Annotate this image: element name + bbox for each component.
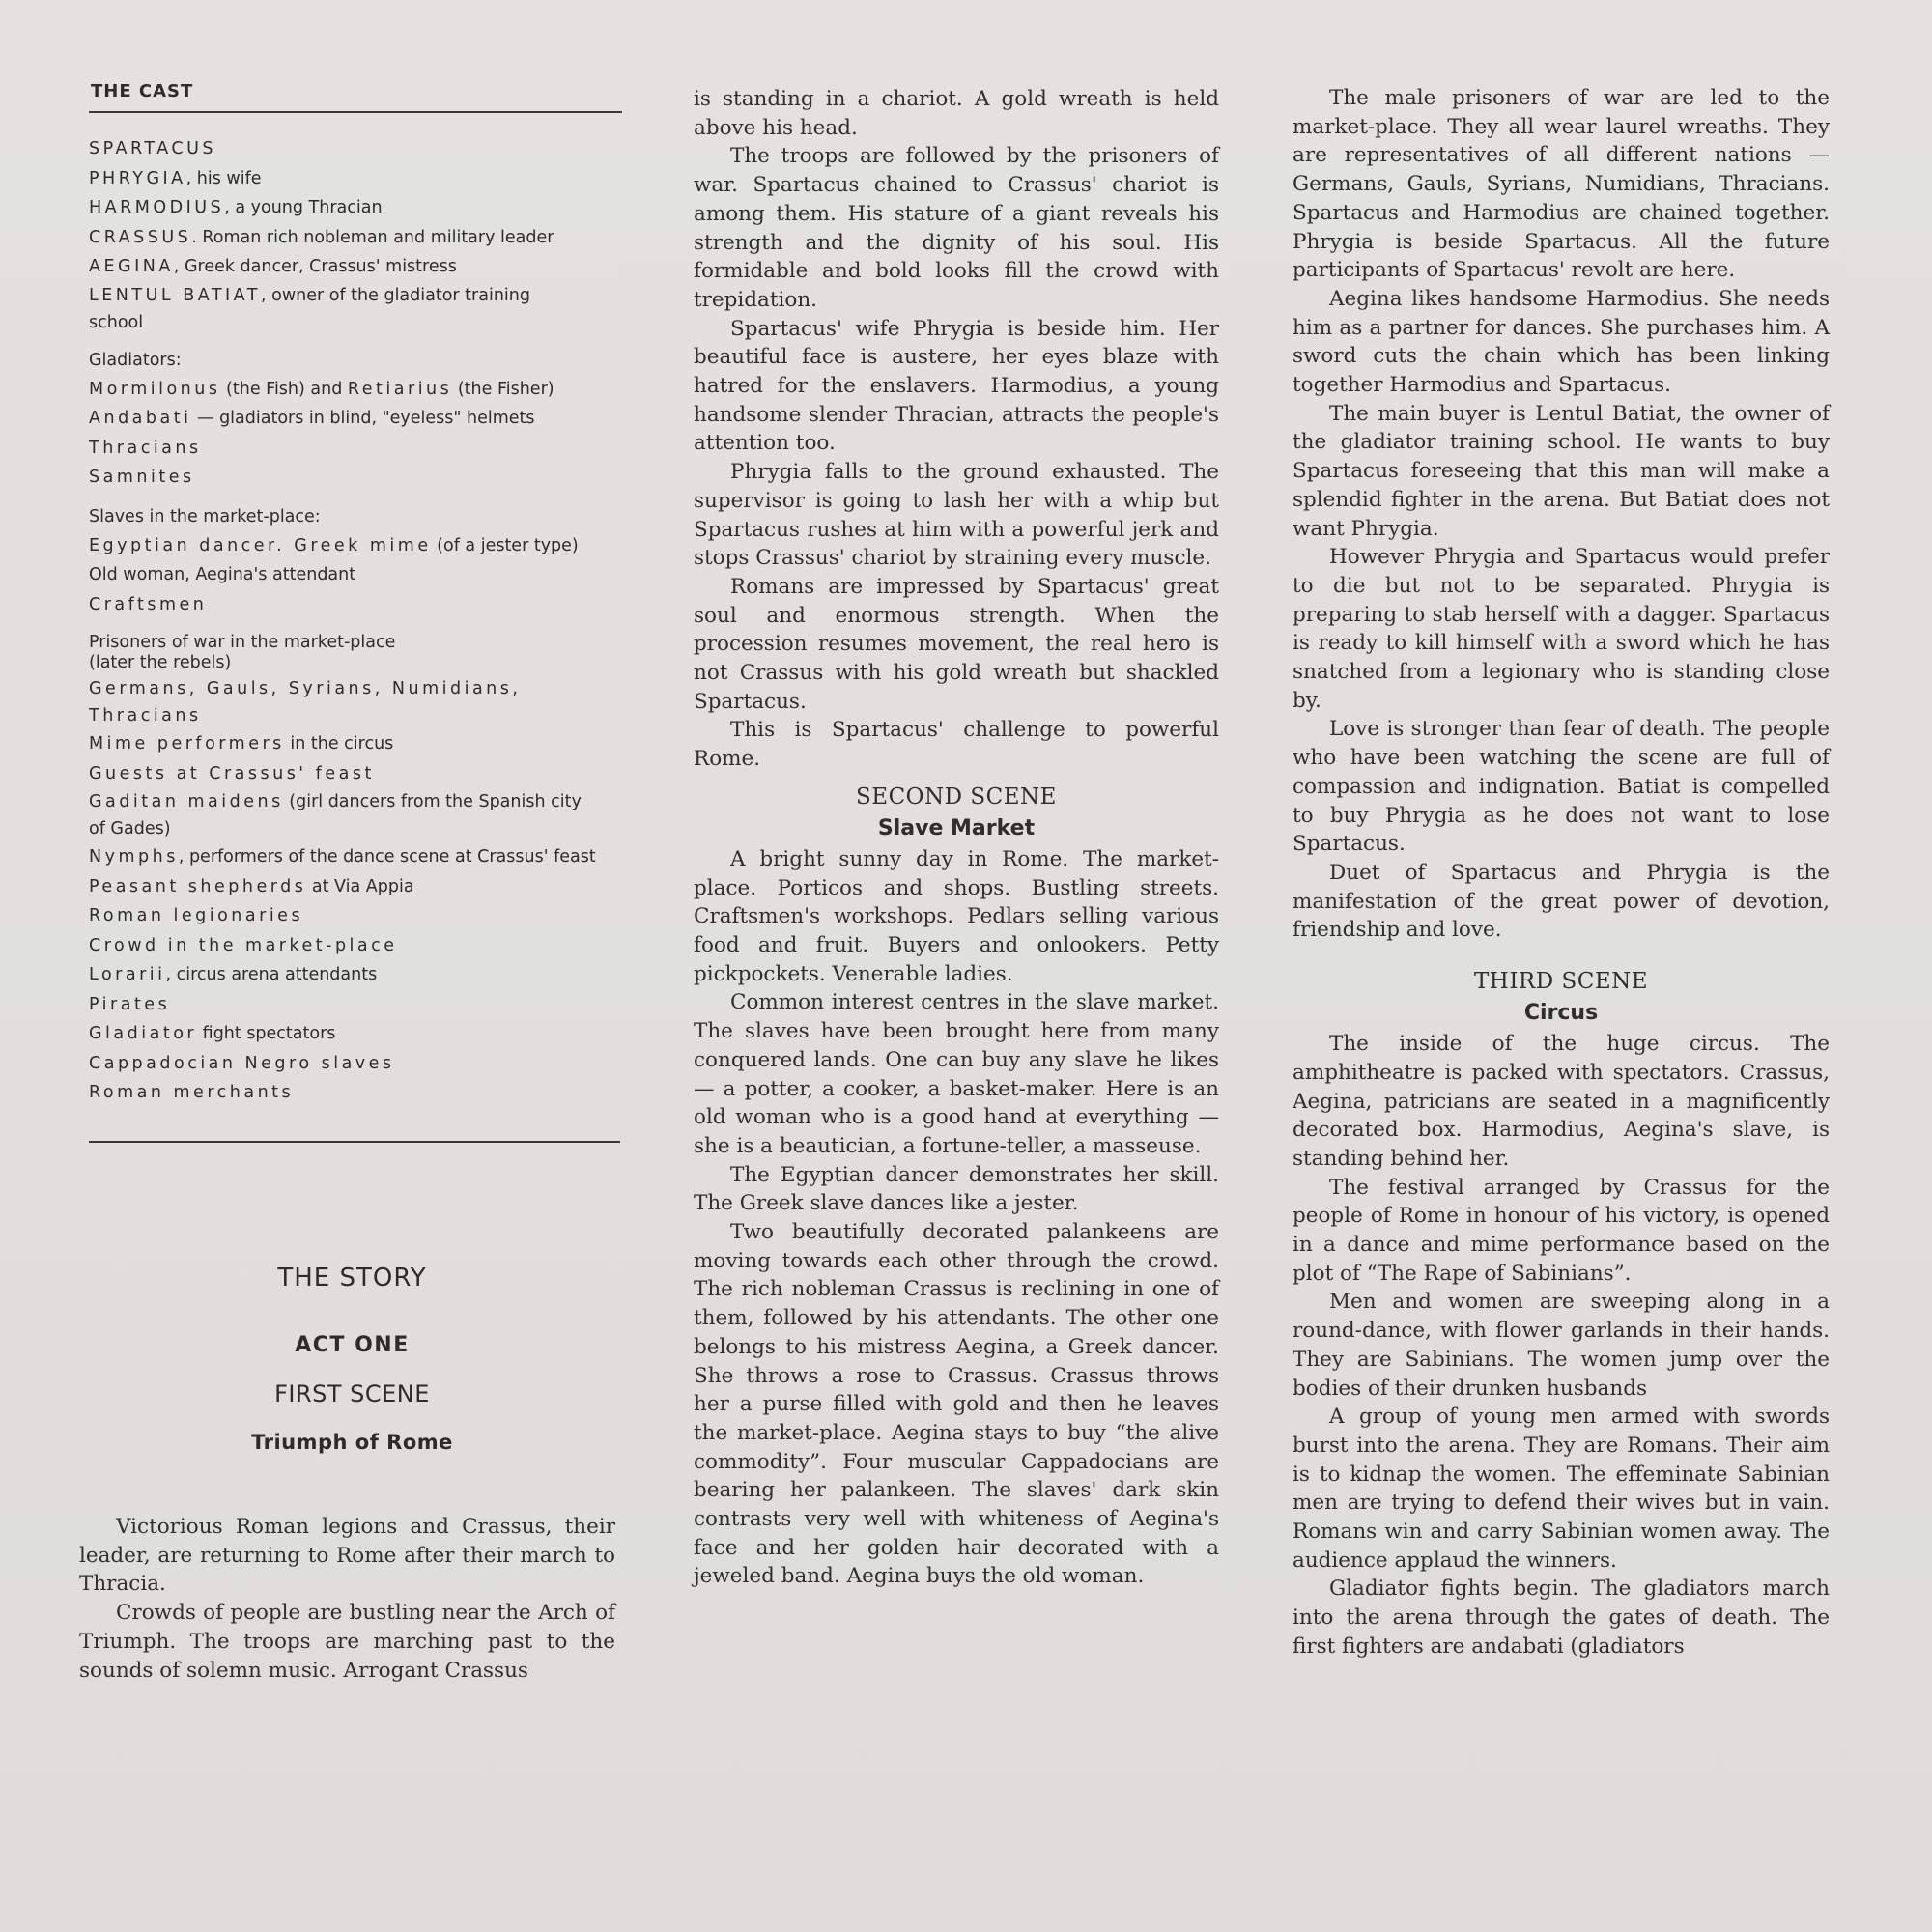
- paragraph: Two beautifully decorated palankeens are moving towards each other through the crowd. The rich nobleman Crassus is reclining in one of them, followed by his attendants. The other one belongs to his mistress Aegina, a Greek dancer. She throws a rose to Crassus. Crassus throws her a purse filled with gold and then he leaves the market-place. Aegina stays to buy “the alive commodity”. Four muscular Cappadocians are bearing her palankeen. The slaves' dark skin contrasts very well with whiteness of Aegina's face and her golden hair decorated with a jeweled band. Aegina buys the old woman.: [694, 1220, 1219, 1589]
- cast-entry: AEGINA, Greek dancer, Crassus' mistress: [89, 257, 457, 276]
- cast-bottom-rule: [89, 1141, 620, 1143]
- cast-entry: Andabati — gladiators in blind, "eyeless" helmets: [89, 409, 535, 428]
- cast-entry: CRASSUS. Roman rich nobleman and military leader: [89, 227, 554, 247]
- paragraph: The male prisoners of war are led to the market-place. They all wear laurel wreaths. They are representatives of all different nations — Germans, Gauls, Syrians, Numidians, Thracians. Spartacus and Harmodius are chained together. Phrygia is beside Spartacus. All the future participants of Spartacus' revolt are here.: [1293, 86, 1830, 283]
- cast-entry: Peasant shepherds at Via Appia: [89, 876, 414, 896]
- cast-entry: SPARTACUS: [89, 139, 217, 158]
- scene-title: THIRD SCENE: [1473, 969, 1649, 995]
- right-column: [1293, 84, 1830, 1662]
- paragraph: Gladiator fights begin. The gladiators march into the arena through the gates of death. The first fighters are andabati (gladiators: [1293, 1577, 1830, 1659]
- scene-subtitle: Circus: [1523, 1001, 1599, 1026]
- paragraph: is standing in a chariot. A gold wreath is held above his head.: [694, 87, 1219, 140]
- paragraph: Romans are impressed by Spartacus' great soul and enormous strength. When the procession resumes movement, the real hero is not Crassus with his gold wreath but shackled Spartacus.: [694, 574, 1219, 714]
- cast-entry: Gladiator fight spectators: [89, 1024, 336, 1043]
- slaves-heading: Slaves in the market-place:: [89, 506, 321, 526]
- cast-heading: THE CAST: [91, 81, 194, 101]
- cast-entry: Roman legionaries: [89, 906, 304, 925]
- cast-top-rule: [89, 111, 622, 113]
- principal-cast-list: [89, 134, 622, 336]
- scene-subtitle: Triumph of Rome: [251, 1431, 453, 1454]
- cast-entry: Pirates: [89, 994, 171, 1014]
- cast-entry: Nymphs, performers of the dance scene at Crassus' feast: [89, 847, 596, 867]
- paragraph: Aegina likes handsome Harmodius. She needs him as a partner for dances. She purchases him. A sword cuts the chain which has been linking together Harmodius and Spartacus.: [1293, 286, 1830, 398]
- paragraph: Love is stronger than fear of death. The people who have been watching the scene are full of compassion and indignation. Batiat is compelled to buy Phrygia as he does not want to lose Spartacus.: [1293, 717, 1830, 857]
- cast-entry: Mormilonus (the Fish) and Retiarius (the Fisher): [89, 379, 554, 399]
- paragraph: A bright sunny day in Rome. The market-place. Porticos and shops. Bustling streets. Craftsmen's workshops. Pedlars selling various food and fruit. Buyers and onlookers. Petty pickpockets. Venerable ladies.: [694, 846, 1219, 986]
- gladiators-heading: Gladiators:: [89, 350, 182, 370]
- scene-title: SECOND SCENE: [856, 783, 1057, 810]
- prisoners-heading: Prisoners of war in the market-place (later the rebels): [89, 633, 396, 672]
- paragraph: The Egyptian dancer demonstrates her skill. The Greek slave dances like a jester.: [694, 1162, 1219, 1216]
- cast-entry: Thracians: [89, 438, 202, 458]
- cast-entry: PHRYGIA, his wife: [89, 168, 262, 188]
- scene-title: FIRST SCENE: [274, 1380, 430, 1407]
- paragraph: Common interest centres in the slave market. The slaves have been brought here from many conquered lands. One can buy any slave he likes — a potter, a cooker, a basket-maker. Here is an old woman who is a good hand at everything — she is a beautician, a fortune-teller, a masseuse.: [694, 990, 1219, 1158]
- cast-entry: Samnites: [89, 468, 195, 487]
- scene-subtitle: Slave Market: [877, 815, 1036, 840]
- cast-entry: Craftsmen: [89, 594, 208, 614]
- cast-entry: Crowd in the market-place: [89, 935, 398, 955]
- cast-entry: Germans, Gauls, Syrians, Numidians, Thracians: [89, 679, 522, 725]
- paragraph: The inside of the huge circus. The amphitheatre is packed with spectators. Crassus, Aegina, patricians are seated in a magnificently decorated box. Harmodius, Aegina's slave, is standing behind her.: [1293, 1032, 1830, 1171]
- paragraph: The troops are followed by the prisoners of war. Spartacus chained to Crassus' chariot is among them. His stature of a giant reveals his strength and the dignity of his soul. His formidable and bold looks fill the crowd with trepidation.: [694, 144, 1219, 312]
- story-title: THE STORY: [277, 1264, 427, 1293]
- paragraph: Spartacus' wife Phrygia is beside him. Her beautiful face is austere, her eyes blaze with hatred for the enslavers. Harmodius, a young handsome slender Thracian, attracts the people's attention too.: [694, 316, 1219, 456]
- cast-entry: Egyptian dancer. Greek mime (of a jester type): [89, 535, 579, 555]
- cast-entry: Gaditan maidens (girl dancers from the Spanish city of Gades): [89, 792, 582, 838]
- cast-entry: LENTUL BATIAT, owner of the gladiator training school: [89, 285, 530, 332]
- cast-entry: HARMODIUS, a young Thracian: [89, 198, 383, 217]
- cast-entry: Old woman, Aegina's attendant: [89, 565, 356, 584]
- first-scene-text: [79, 1513, 615, 1685]
- paragraph: However Phrygia and Spartacus would prefer to die but not to be separated. Phrygia is preparing to stab herself with a dagger. Spartacus is ready to kill himself with a sword which he has snatched from a legionary who is standing close by.: [1293, 545, 1830, 713]
- paragraph: Men and women are sweeping along in a round-dance, with flower garlands in their hands. They are Sabinians. The women jump over the bodies of their drunken husbands: [1293, 1290, 1830, 1401]
- paragraph: The main buyer is Lentul Batiat, the owner of the gladiator training school. He wants to buy Spartacus foreseeing that this man will make a splendid fighter in the arena. But Batiat does not want Phrygia.: [1293, 401, 1830, 541]
- cast-entry: Roman merchants: [89, 1083, 295, 1102]
- paragraph: This is Spartacus' challenge to powerful Rome.: [694, 718, 1219, 772]
- middle-column: [694, 85, 1219, 1591]
- paragraph: Crowds of people are bustling near the Arch of Triumph. The troops are marching past to the sounds of solemn music. Arrogant Crassus: [79, 1601, 615, 1683]
- cast-entry: Guests at Crassus' feast: [89, 763, 375, 783]
- cast-entry: Mime performers in the circus: [89, 734, 394, 753]
- paragraph: Duet of Spartacus and Phrygia is the manifestation of the great power of devotion, friendship and love.: [1293, 860, 1830, 943]
- paragraph: A group of young men armed with swords burst into the arena. They are Romans. Their aim is to kidnap the women. The effeminate Sabinian men are trying to defend their wives but in vain. Romans win and carry Sabinian women away. The audience applaud the winners.: [1293, 1405, 1830, 1573]
- act-title: ACT ONE: [295, 1333, 410, 1357]
- paragraph: Victorious Roman legions and Crassus, their leader, are returning to Rome after their march to Thracia.: [79, 1515, 615, 1597]
- story-heading-block: [79, 1264, 625, 1454]
- cast-section: [89, 81, 622, 1143]
- cast-entry: Lorarii, circus arena attendants: [89, 965, 378, 984]
- paragraph: Phrygia falls to the ground exhausted. The supervisor is going to lash her with a whip but Spartacus rushes at him with a powerful jerk and stops Crassus' chariot by straining every muscle.: [694, 460, 1219, 571]
- cast-entry: Cappadocian Negro slaves: [89, 1053, 395, 1073]
- paragraph: The festival arranged by Crassus for the people of Rome in honour of his victory, is opened in a dance and mime performance based on the plot of “The Rape of Sabinians”.: [1293, 1175, 1830, 1286]
